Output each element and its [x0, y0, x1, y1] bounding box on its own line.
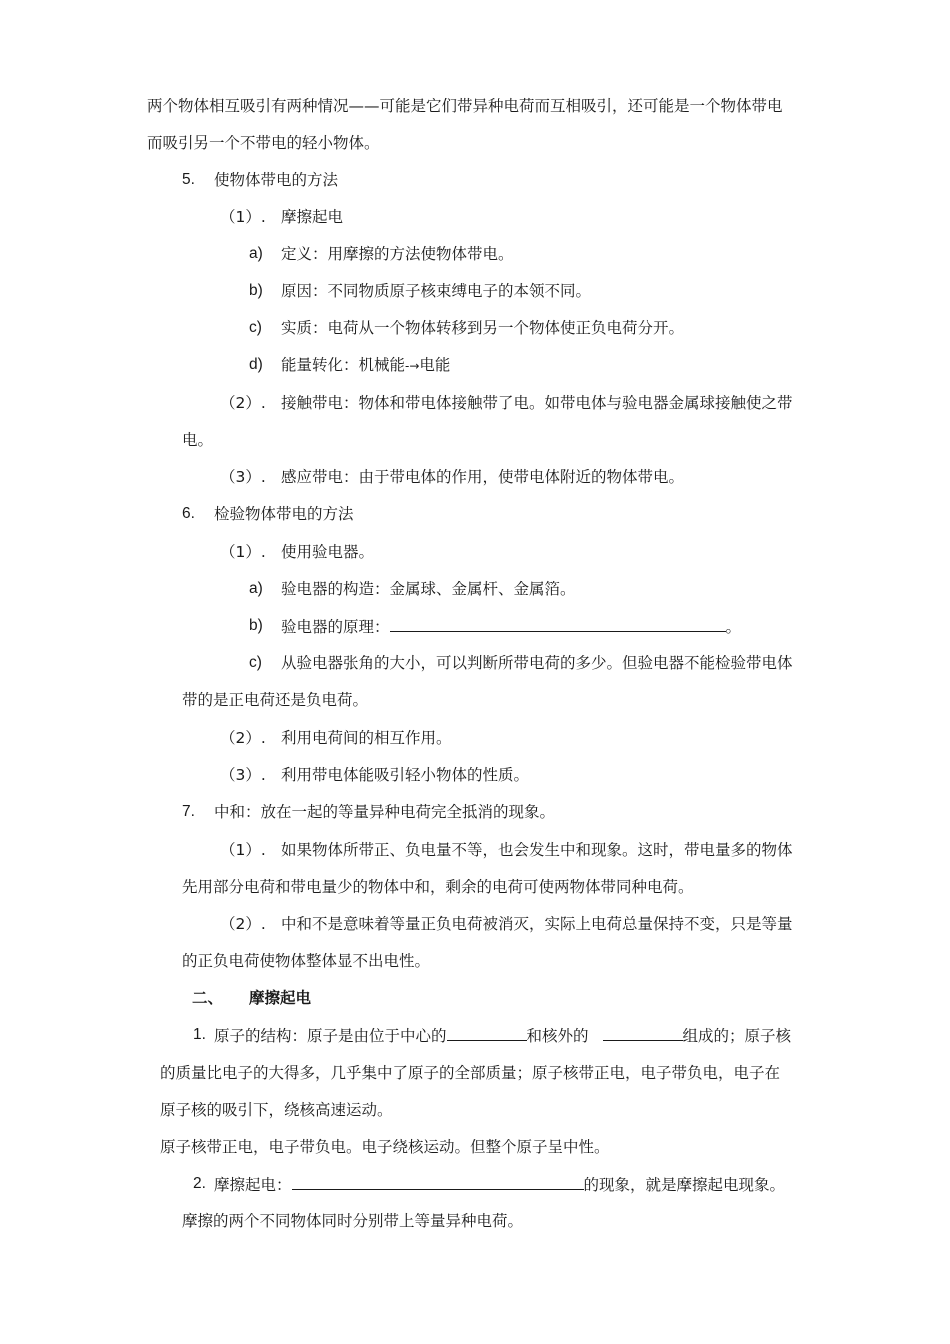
- s6-item-c-cont: 带的是正电荷还是负电荷。: [182, 691, 369, 709]
- electron-blank: [603, 1024, 683, 1041]
- q1-line-1: [214, 1024, 791, 1046]
- s5-item-b-letter: b): [249, 282, 263, 299]
- part-2-number: 二、: [192, 989, 224, 1007]
- section-7-title: 中和：放在一起的等量异种电荷完全抵消的现象。: [214, 803, 556, 821]
- note-2: 摩擦的两个不同物体同时分别带上等量异种电荷。: [182, 1212, 524, 1230]
- nucleus-blank: [447, 1024, 527, 1041]
- q1-line-3: 原子核的吸引下，绕核高速运动。: [160, 1101, 393, 1119]
- energy-from: 能量转化：机械能: [281, 356, 406, 374]
- s6-item-a-text: 验电器的构造：金属球、金属杆、金属箔。: [281, 580, 576, 598]
- s7-p2-number: （2）.: [220, 915, 266, 933]
- s5-item-d-letter: d): [249, 356, 263, 373]
- part-2-title: 摩擦起电: [249, 989, 312, 1007]
- s5-p3-text: 感应带电：由于带电体的作用，使带电体附近的物体带电。: [281, 468, 685, 486]
- s6-item-b-text: [281, 615, 741, 637]
- q2-number: 2.: [193, 1175, 206, 1192]
- section-6-title: 检验物体带电的方法: [214, 505, 354, 523]
- s6-p1-number: （1）.: [220, 543, 266, 561]
- q1-part-3: 组成的；原子核: [682, 1027, 792, 1045]
- s6-p1-text: 使用验电器。: [281, 543, 375, 561]
- s5-p3-number: （3）.: [220, 468, 266, 486]
- q2-line: [214, 1173, 785, 1195]
- s7-p1-text: 如果物体所带正、负电量不等，也会发生中和现象。这时，带电量多的物体: [281, 841, 793, 859]
- s5-p2-cont: 电。: [182, 431, 214, 449]
- s6-p2-number: （2）.: [220, 729, 266, 747]
- q1-part-1: 原子的结构：原子是由位于中心的: [214, 1027, 447, 1045]
- section-6-number: 6.: [182, 505, 195, 522]
- arrow-icon: -→: [405, 359, 420, 373]
- s5-p2-text: 接触带电：物体和带电体接触带了电。如带电体与验电器金属球接触使之带: [281, 394, 793, 412]
- s7-p1-cont: 先用部分电荷和带电量少的物体中和，剩余的电荷可使两物体带同种电荷。: [182, 878, 694, 896]
- s6-item-a-letter: a): [249, 580, 263, 597]
- s5-item-c-text: 实质：电荷从一个物体转移到另一个物体使正负电荷分开。: [281, 319, 685, 337]
- section-5-number: 5.: [182, 171, 195, 188]
- s6-item-b-letter: b): [249, 617, 263, 634]
- q2-part-2: 的现象，就是摩擦起电现象。: [583, 1176, 786, 1194]
- principle-label: 验电器的原理：: [281, 618, 390, 636]
- intro-line-2: 而吸引另一个不带电的轻小物体。: [147, 134, 380, 152]
- q1-line-2: 的质量比电子的大得多，几乎集中了原子的全部质量；原子核带正电，电子带负电，电子在: [160, 1064, 781, 1082]
- s5-p2-number: （2）.: [220, 394, 266, 412]
- s5-p1-text: 摩擦起电: [281, 208, 344, 226]
- s5-item-c-letter: c): [249, 319, 262, 336]
- principle-end: 。: [725, 618, 742, 636]
- s5-item-a-text: 定义：用摩擦的方法使物体带电。: [281, 245, 514, 263]
- q2-part-1: 摩擦起电：: [214, 1176, 292, 1194]
- friction-blank: [292, 1173, 584, 1190]
- principle-blank: [390, 615, 726, 632]
- note-1: 原子核带正电，电子带负电。电子绕核运动。但整个原子呈中性。: [160, 1138, 610, 1156]
- s6-item-c-text: 从验电器张角的大小，可以判断所带电荷的多少。但验电器不能检验带电体: [281, 654, 793, 672]
- energy-to: 电能: [419, 356, 451, 374]
- q1-number: 1.: [193, 1026, 206, 1043]
- s7-p2-text: 中和不是意味着等量正负电荷被消灭，实际上电荷总量保持不变，只是等量: [281, 915, 793, 933]
- s5-p1-number: （1）.: [220, 208, 266, 226]
- intro-line-1: 两个物体相互吸引有两种情况——可能是它们带异种电荷而互相吸引，还可能是一个物体带电: [147, 97, 783, 115]
- section-7-number: 7.: [182, 803, 195, 820]
- s6-p2-text: 利用电荷间的相互作用。: [281, 729, 452, 747]
- s7-p2-cont: 的正负电荷使物体整体显不出电性。: [182, 952, 431, 970]
- q1-part-2: 和核外的: [526, 1027, 589, 1045]
- s5-item-b-text: 原因：不同物质原子核束缚电子的本领不同。: [281, 282, 592, 300]
- s6-item-c-letter: c): [249, 654, 262, 671]
- s7-p1-number: （1）.: [220, 841, 266, 859]
- s6-p3-number: （3）.: [220, 766, 266, 784]
- s6-p3-text: 利用带电体能吸引轻小物体的性质。: [281, 766, 530, 784]
- section-5-title: 使物体带电的方法: [214, 171, 339, 189]
- s5-item-d-text: [281, 354, 450, 376]
- s5-item-a-letter: a): [249, 245, 263, 262]
